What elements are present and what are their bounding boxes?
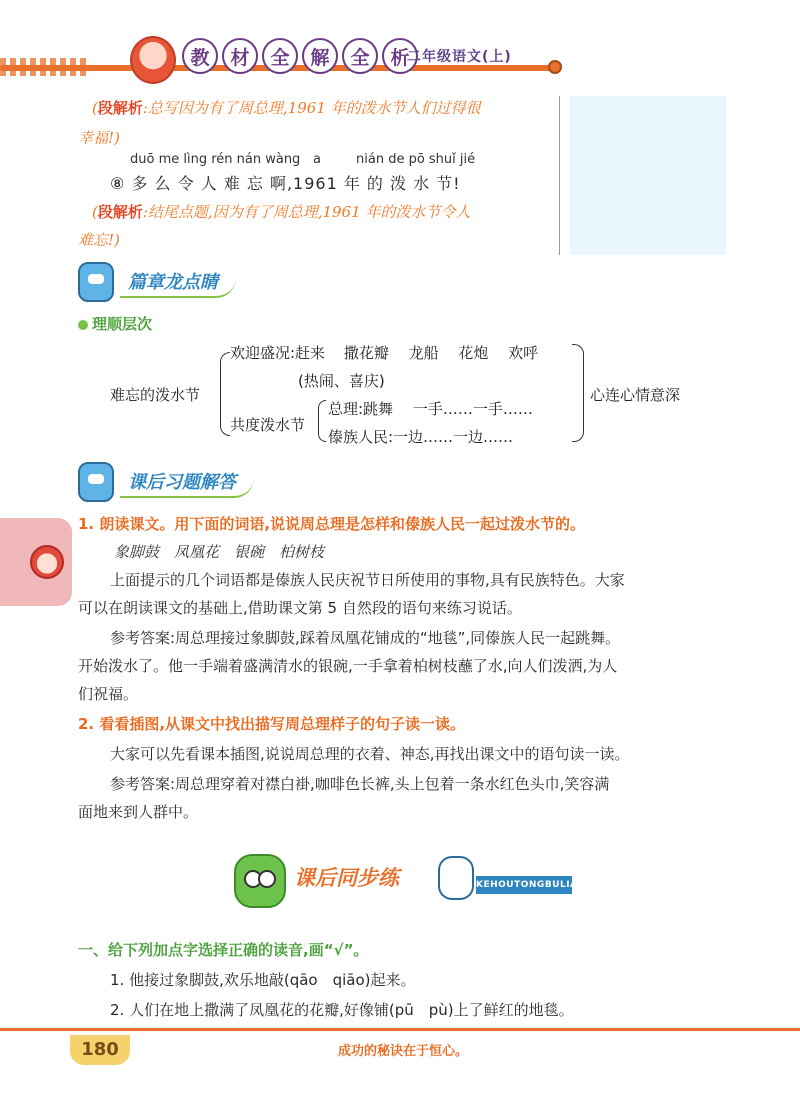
book-title: [182, 38, 418, 74]
note-label: 段解析: [97, 99, 143, 117]
bullet-icon: [78, 320, 88, 330]
book-subtitle: 二年级语文(上): [407, 49, 512, 65]
practice-banner: [228, 850, 586, 908]
q1-para: 上面提示的几个词语都是傣族人民庆祝节日所使用的事物,具有民族特色。大家: [110, 571, 625, 589]
branch-items: 撒花瓣 龙船 花炮 欢呼: [343, 344, 539, 362]
outline-result: 心连心情意深: [590, 386, 681, 404]
outline-branch-2: 共度泼水节: [230, 416, 306, 434]
title-char: 全: [342, 38, 378, 74]
pinyin-line: a: [313, 152, 321, 167]
section-banner-exercises: [78, 462, 254, 502]
outline-branch-2b: 傣族人民:一边……一边……: [328, 428, 514, 446]
q1-answer: 开始泼水了。他一手端着盛满清水的银碗,一手拿着柏树枝蘸了水,向人们泼洒,为人: [78, 657, 618, 675]
note-label: 段解析: [97, 203, 143, 221]
practice-title: 课后同步练: [294, 866, 399, 890]
margin-notes-box: [570, 96, 726, 255]
practice-pinyin: KEHOUTONGBULIAN: [476, 876, 572, 894]
q2-answer: 参考答案:周总理穿着对襟白褂,咖啡色长裤,头上包着一条水红色头巾,笑容满: [110, 775, 610, 793]
note-text: :总写因为有了周总理,1961 年的泼水节人们过得很: [142, 99, 481, 117]
branch-label: 欢迎盛况:赶来: [230, 344, 326, 362]
note-open: (: [92, 99, 98, 117]
hand-icon: [438, 856, 474, 900]
title-char: 教: [182, 38, 218, 74]
subsection-label: 理顺层次: [92, 315, 153, 333]
paragraph-note-2: [92, 198, 470, 226]
right-brace: [572, 344, 584, 442]
paragraph-note-1-cont: 幸福!): [78, 129, 120, 147]
mascot-icon: [130, 36, 176, 84]
exercise-item: 1. 他接过象脚鼓,欢乐地敲(qāo qiāo)起来。: [110, 971, 416, 989]
page-number: 180: [70, 1035, 130, 1065]
exercise-heading: 一、给下列加点字选择正确的读音,画“√”。: [78, 941, 369, 959]
q1-para: 可以在朗读课文的基础上,借助课文第 5 自然段的语句来练习说话。: [78, 599, 522, 617]
question-1-words: 象脚鼓 凤凰花 银碗 柏树枝: [114, 543, 325, 561]
section-title: 课后习题解答: [120, 466, 254, 498]
pinyin-line: nián de pō shuǐ jié: [356, 152, 476, 167]
page-header: [0, 30, 800, 90]
robot-icon: [78, 262, 114, 302]
section-title: 篇章龙点睛: [120, 266, 236, 298]
paragraph-note-2-cont: 难忘!): [78, 231, 120, 249]
section-banner-chapter: [78, 262, 236, 302]
mascot-face-icon: [30, 545, 64, 579]
title-char: 材: [222, 38, 258, 74]
subsection-title: [78, 310, 152, 338]
q2-answer: 面地来到人群中。: [78, 803, 199, 821]
outline-root: 难忘的泼水节: [110, 386, 201, 404]
sentence-8: ⑧ 多 么 令 人 难 忘 啊,1961 年 的 泼 水 节!: [110, 174, 461, 193]
note-open: (: [92, 203, 98, 221]
outline-branch-1: [230, 342, 538, 363]
phone-robot-icon: [78, 462, 114, 502]
margin-divider: [559, 96, 560, 255]
title-char: 全: [262, 38, 298, 74]
paragraph-note-1: [92, 94, 481, 122]
monster-icon: [234, 854, 286, 908]
title-char: 解: [302, 38, 338, 74]
left-brace: [220, 352, 230, 436]
q2-para: 大家可以先看课本插图,说说周总理的衣着、神态,再找出课文中的语句读一读。: [110, 745, 630, 763]
pinyin-line: duō me lìng rén nán wàng: [130, 152, 301, 167]
q1-answer: 们祝福。: [78, 685, 139, 703]
outline-branch-2a: 总理:跳舞 一手……一手……: [328, 400, 533, 418]
question-2: 2. 看看插图,从课文中找出描写周总理样子的句子读一读。: [78, 715, 466, 733]
q1-answer: 参考答案:周总理接过象脚鼓,踩着凤凰花铺成的“地毯”,同傣族人民一起跳舞。: [110, 629, 621, 647]
note-text: :结尾点题,因为有了周总理,1961 年的泼水节令人: [142, 203, 471, 221]
question-1: 1. 朗读课文。用下面的词语,说说周总理是怎样和傣族人民一起过泼水节的。: [78, 515, 586, 533]
footer-motto: 成功的秘诀在于恒心。: [338, 1044, 469, 1059]
pin-icon: [548, 60, 562, 74]
footer-rule: [0, 1028, 800, 1031]
outline-branch-1-note: (热闹、喜庆): [298, 372, 385, 390]
inner-brace: [318, 400, 326, 442]
side-tab: [0, 518, 72, 606]
title-char: 析: [382, 38, 418, 74]
exercise-item: 2. 人们在地上撒满了凤凰花的花瓣,好像铺(pū pù)上了鲜红的地毯。: [110, 1001, 574, 1019]
